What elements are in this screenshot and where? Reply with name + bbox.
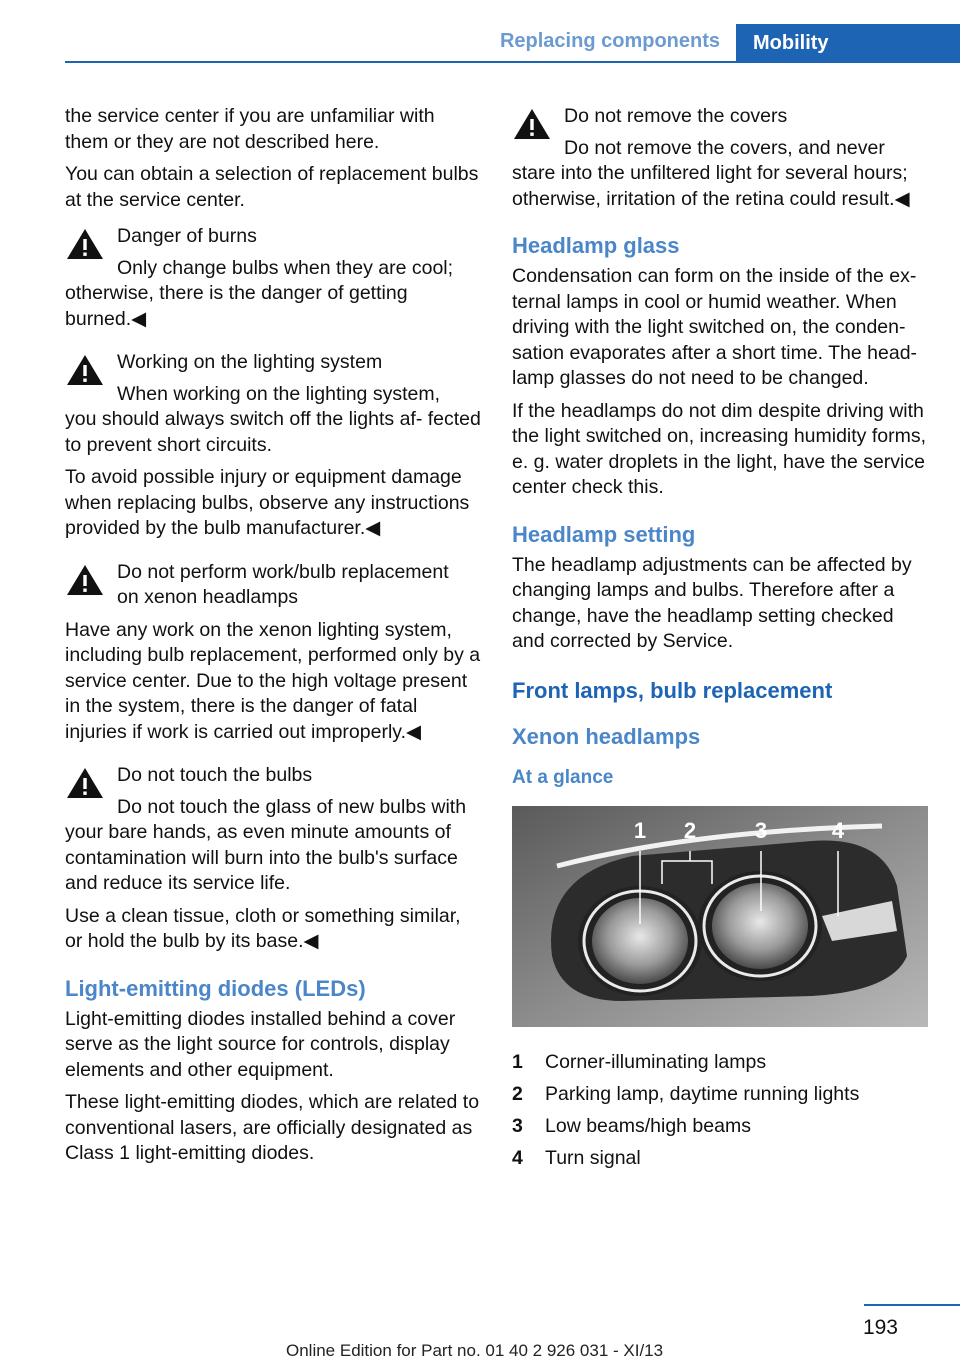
header-section-title: Replacing components — [499, 30, 720, 52]
warning-triangle-icon — [65, 765, 105, 801]
left-column — [65, 104, 483, 1174]
figure-legend — [512, 1047, 930, 1175]
section-heading-leds: Light-emitting diodes (LEDs) — [65, 975, 366, 1001]
chapter-heading-front-lamps: Front lamps, bulb replacement — [512, 677, 833, 703]
legend-text: Turn signal — [545, 1146, 641, 1169]
legend-number: 2 — [512, 1082, 523, 1105]
legend-item — [512, 1047, 930, 1079]
section-heading-headlamp-setting: Headlamp setting — [512, 521, 696, 547]
warning-block — [65, 763, 483, 897]
figure-label: 2 — [683, 818, 697, 843]
paragraph: These light-emitting diodes, which are related to conventional lasers, are officially designated as Class 1 light-emitting diodes. — [65, 1091, 480, 1164]
headlamp-figure — [512, 806, 928, 1027]
page-number: 193 — [862, 1316, 898, 1339]
legend-item — [512, 1111, 930, 1143]
footer-rule — [864, 1304, 960, 1306]
legend-text: Low beams/high beams — [545, 1114, 751, 1137]
warning-text: otherwise, there is the danger of getting burned.◀ — [65, 282, 408, 330]
paragraph: If the headlamps do not dim despite driving with the light switched on, increasing humidity forms, e. g. water droplets in the light, have the service center check this. — [512, 399, 927, 498]
warning-text: stare into the unfiltered light for several hours; otherwise, irritation of the retina could result.◀ — [512, 162, 910, 210]
warning-block — [65, 560, 483, 611]
warning-title: Working on the lighting system — [117, 351, 383, 373]
warning-title: Danger of burns — [117, 225, 257, 247]
section-heading-xenon: Xenon headlamps — [512, 723, 701, 749]
warning-triangle-icon — [512, 106, 552, 142]
warning-text: Do not remove the covers, and never — [564, 136, 885, 159]
subheading-at-a-glance: At a glance — [512, 766, 614, 788]
paragraph: Condensation can form on the inside of the ex‐ ternal lamps in cool or humid weather. When driving with the light switched on, the conden‐ sation evaporates after a short time. The head‐ lamp glasses do not need to be changed. — [512, 265, 918, 389]
warning-triangle-icon — [65, 226, 105, 262]
paragraph: Use a clean tissue, cloth or something similar, or hold the bulb by its base.◀ — [65, 904, 461, 952]
paragraph: the service center if you are unfamiliar with them or they are not described here. — [65, 105, 435, 153]
legend-item — [512, 1079, 930, 1111]
legend-text: Corner-illuminating lamps — [545, 1050, 767, 1073]
lamp-lens — [712, 883, 808, 969]
warning-text: When working on the lighting system, — [117, 382, 440, 405]
paragraph: The headlamp adjustments can be affected by changing lamps and bulbs. Therefore after a change, have the headlamp setting checked and corrected by Service. — [512, 553, 912, 652]
warning-text: Only change bulbs when they are cool; — [117, 256, 454, 279]
paragraph: Light-emitting diodes installed behind a cover serve as the light source for controls, display elements and other equipment. — [65, 1007, 456, 1081]
warning-text: you should always switch off the lights af‐ fected to prevent short circuits. — [65, 408, 481, 456]
paragraph: To avoid possible injury or equipment damage when replacing bulbs, observe any instructions provided by the bulb manufacturer.◀ — [65, 466, 470, 539]
warning-block — [65, 224, 483, 332]
legend-number: 3 — [512, 1114, 523, 1137]
legend-number: 1 — [512, 1050, 523, 1073]
chapter-label: Mobility — [753, 31, 829, 54]
warning-block — [512, 104, 930, 212]
legend-text: Parking lamp, daytime running lights — [545, 1082, 860, 1105]
warning-title: on xenon headlamps — [117, 586, 299, 608]
warning-title: Do not remove the covers — [564, 105, 788, 127]
paragraph: You can obtain a selection of replacement bulbs at the service center. — [65, 163, 479, 211]
warning-title: Do not touch the bulbs — [117, 764, 313, 786]
warning-title: Do not perform work/bulb replacement — [117, 560, 449, 583]
warning-text: your bare hands, as even minute amounts of contamination will burn into the bulb's surface and reduce its service life. — [65, 821, 458, 894]
section-heading-headlamp-glass: Headlamp glass — [512, 233, 680, 258]
legend-item — [512, 1143, 930, 1175]
footer-edition: Online Edition for Part no. 01 40 2 926 031 - XI/13 — [286, 1341, 664, 1360]
legend-number: 4 — [512, 1146, 523, 1169]
warning-text: Do not touch the glass of new bulbs with — [117, 795, 467, 818]
header-chapter-tab — [736, 24, 960, 62]
warning-block — [65, 350, 483, 458]
figure-label: 3 — [754, 818, 768, 843]
figure-label: 1 — [633, 818, 647, 843]
warning-triangle-icon — [65, 352, 105, 388]
right-column — [512, 104, 930, 1175]
paragraph: Have any work on the xenon lighting system, including bulb replacement, performed only by a service center. Due to the high voltage present in the system, there is the danger of fatal injuries if work is carried out improperly.◀ — [65, 618, 481, 743]
figure-label: 4 — [831, 818, 845, 843]
warning-triangle-icon — [65, 562, 105, 598]
